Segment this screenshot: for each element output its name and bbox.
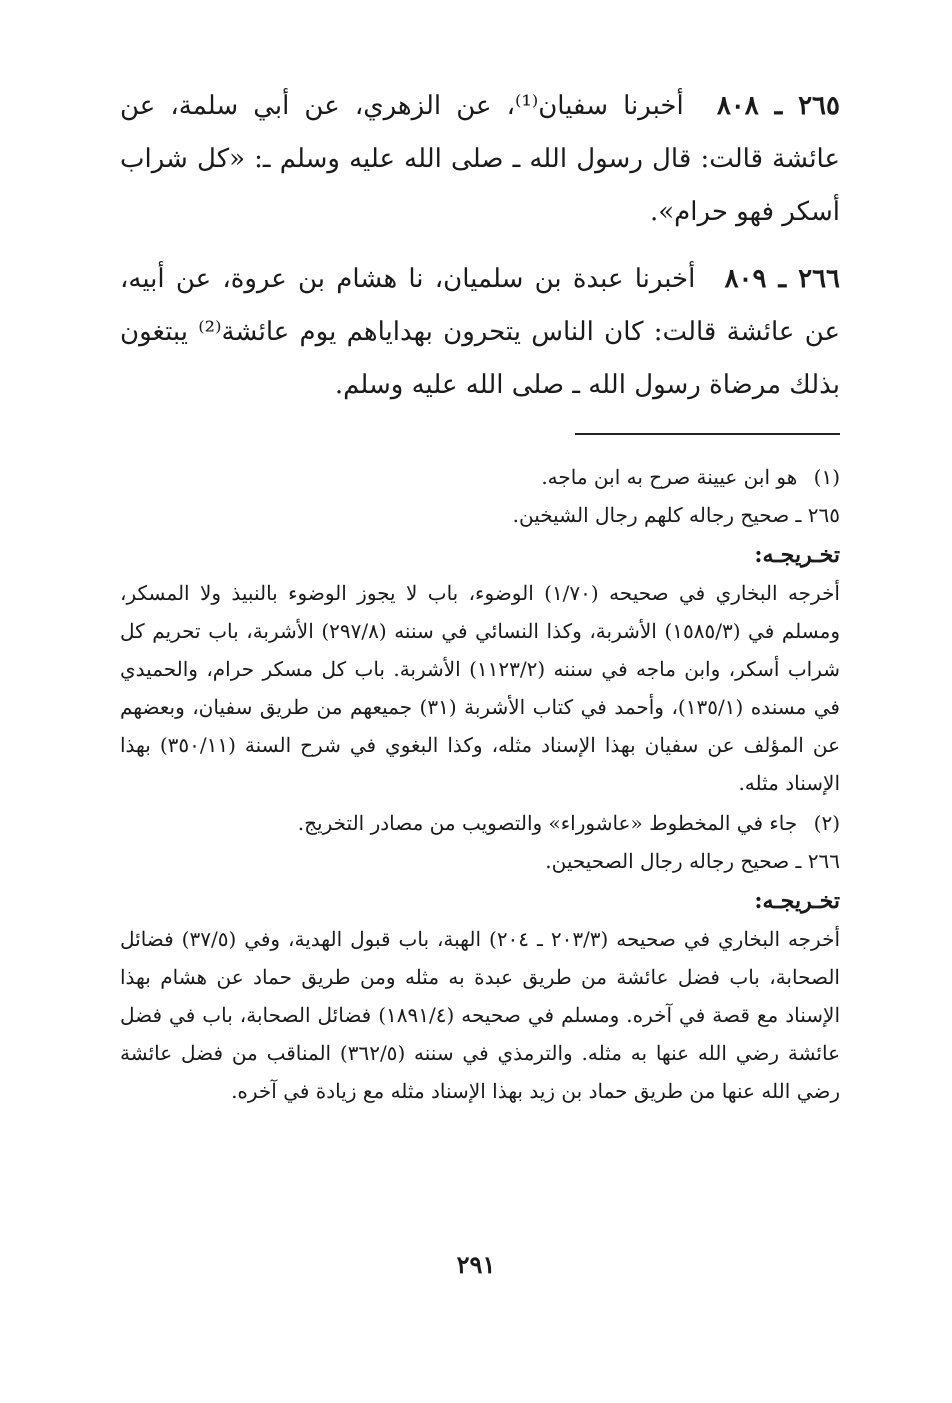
footnote-text: هو ابن عيينة صرح به ابن ماجه. — [541, 465, 798, 489]
footnote-separator — [575, 433, 840, 435]
hadith-text: أخبرنا عبدة بن سلميان، نا هشام بن عروة، عن أبيه، عن عائشة قالت: كان الناس يتحرون بهداياهم يوم عائشة⁽²⁾ يبتغون بذلك مرضاة رسول الله ـ صلى الله عليه وسلم. — [120, 264, 840, 400]
main-text — [120, 80, 840, 426]
grade-266: ٢٦٦ ـ صحيح رجاله رجال الصحيحين. — [545, 849, 840, 873]
takhrij-265: أخرجه البخاري في صحيحه (١/٧٠) الوضوء، باب لا يجوز الوضوء بالنبيذ ولا المسكر، ومسلم في (١٥٨٥/٣) الأشربة، وكذا النسائي في سننه (٢٩٧/٨) الأشربة، باب تحريم كل شراب أسكر، وابن ماجه في سننه (١١٢٣/٢) الأشربة. باب كل مسكر حرام، والحميدي في مسنده (١٣٥/١)، وأحمد في كتاب الأشربة (٣١) جميعهم من طريق سفيان، وبعضهم عن المؤلف عن سفيان بهذا الإسناد مثله، وكذا البغوي في شرح السنة (٣٥٠/١١) بهذا الإسناد مثله. — [120, 581, 841, 795]
footnote-text: جاء في المخطوط «عاشوراء» والتصويب من مصادر التخريج. — [297, 811, 798, 835]
hadith-text: أخبرنا سفيان⁽¹⁾، عن الزهري، عن أبي سلمة، عن عائشة قالت: قال رسول الله ـ صلى الله عليه وسلم ـ: «كل شراب أسكر فهو حرام». — [120, 91, 840, 227]
footnotes — [120, 458, 840, 1112]
grade-265: ٢٦٥ ـ صحيح رجاله كلهم رجال الشيخين. — [512, 503, 840, 527]
footnote-marker: (٢) — [813, 811, 840, 835]
takhrij-heading: تخـريجـه: — [754, 542, 840, 568]
hadith-number: ٢٦٦ ـ ٨٠٩ — [724, 264, 841, 294]
hadith-number: ٢٦٥ ـ ٨٠٨ — [716, 91, 840, 121]
footnote-1 — [120, 458, 840, 496]
takhrij-heading: تخـريجـه: — [754, 888, 840, 914]
hadith-808 — [120, 80, 840, 239]
footnote-marker: (١) — [813, 465, 840, 489]
page-number: ٢٩١ — [456, 1250, 496, 1279]
hadith-809 — [120, 253, 840, 412]
footnote-2 — [120, 804, 840, 842]
takhrij-266: أخرجه البخاري في صحيحه (٢٠٣/٣ ـ ٢٠٤) الهبة، باب قبول الهدية، وفي (٣٧/٥) فضائل الصحابة، باب فضل عائشة من طريق عبدة به مثله ومن طريق حماد عن هشام بهذا الإسناد مع قصة في آخره. ومسلم في صحيحه (١٨٩١/٤) فضائل الصحابة، باب في فضل عائشة رضي الله عنها به مثله. والترمذي في سننه (٣٦٢/٥) المناقب من فضل عائشة رضي الله عنها من طريق حماد بن زيد بهذا الإسناد مثله مع زيادة في آخره. — [120, 927, 841, 1103]
